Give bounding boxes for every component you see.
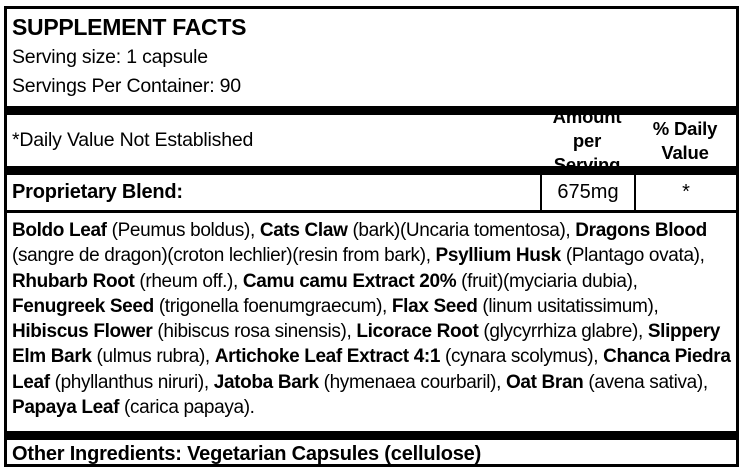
column-header-amount xyxy=(540,105,634,175)
ingredient-name: Flax Seed xyxy=(391,295,478,317)
ingredient-name: Cats Claw xyxy=(259,220,348,241)
ingredient-name: Artichoke Leaf Extract 4:1 xyxy=(214,346,441,368)
ingredient-name: Jatoba Bark xyxy=(213,371,319,393)
blend-name: Proprietary Blend: xyxy=(12,181,183,203)
supplement-facts-label xyxy=(4,6,739,467)
ingredient-name: Hibiscus Flower xyxy=(12,321,153,343)
ingredient-detail: (ulmus rubra), xyxy=(91,346,215,368)
ingredient-name: Chanca Piedra Leaf xyxy=(12,346,731,393)
column-header-daily-line1: % Daily xyxy=(652,117,718,139)
other-ingredients-text: Other Ingredients: Vegetarian Capsules (cellulose) xyxy=(12,443,482,465)
ingredient-name: Oat Bran xyxy=(506,371,584,393)
ingredient-name: Psyllium Husk xyxy=(435,245,561,267)
ingredient-detail: (bark)(Uncaria tomentosa), xyxy=(347,220,576,241)
ingredient-detail: (cynara scolymus), xyxy=(440,346,604,368)
blend-amount-value: 675mg xyxy=(540,175,634,210)
ingredient-name: Slippery Elm Bark xyxy=(12,321,720,368)
ingredient-detail: (phyllanthus niruri), xyxy=(49,371,214,393)
column-header-daily-value xyxy=(634,115,736,166)
ingredient-detail: (linum usitatissimum), xyxy=(477,295,659,317)
column-header-daily-line2: Value xyxy=(661,141,709,163)
proprietary-blend-row xyxy=(7,175,736,213)
blend-daily-value: * xyxy=(634,175,736,210)
ingredient-detail: (sangre de dragon)(croton lechlier)(resin from bark), xyxy=(12,245,436,267)
ingredient-detail: (trigonella foenumgraecum), xyxy=(153,295,392,317)
ingredient-detail: (fruit)(myciaria dubia), xyxy=(456,270,638,292)
ingredient-name: Licorace Root xyxy=(356,321,479,343)
ingredient-detail: (Plantago ovata), xyxy=(560,245,705,267)
ingredients-paragraph xyxy=(7,213,736,431)
ingredient-detail: (hymenaea courbaril), xyxy=(318,371,506,393)
ingredient-name: Rhubarb Root xyxy=(12,270,135,292)
divider-bar xyxy=(7,431,736,440)
ingredient-name: Dragons Blood xyxy=(575,220,707,241)
daily-value-footnote: *Daily Value Not Established xyxy=(12,129,254,151)
ingredient-name: Camu camu Extract 20% xyxy=(242,270,457,292)
page-title: SUPPLEMENT FACTS xyxy=(12,14,247,40)
ingredient-detail: (Peumus boldus), xyxy=(106,220,260,241)
serving-size-text: Serving size: 1 capsule xyxy=(12,46,208,68)
ingredient-name: Fenugreek Seed xyxy=(12,295,154,317)
column-header-amount-line2: per Serving xyxy=(553,129,621,175)
ingredient-detail: (avena sativa), xyxy=(583,371,708,393)
ingredient-detail: (rheum off.), xyxy=(134,270,243,292)
servings-per-container-text: Servings Per Container: 90 xyxy=(12,75,241,97)
label-header-block xyxy=(7,9,736,106)
ingredient-name: Papaya Leaf xyxy=(12,397,120,419)
ingredient-detail: (hibiscus rosa sinensis), xyxy=(152,321,357,343)
table-header-row xyxy=(7,105,736,175)
ingredient-detail: (glycyrrhiza glabre), xyxy=(478,321,648,343)
ingredient-detail: (carica papaya). xyxy=(119,397,255,419)
ingredient-name: Boldo Leaf xyxy=(12,220,107,241)
column-header-amount-line1: Amount xyxy=(552,105,622,127)
